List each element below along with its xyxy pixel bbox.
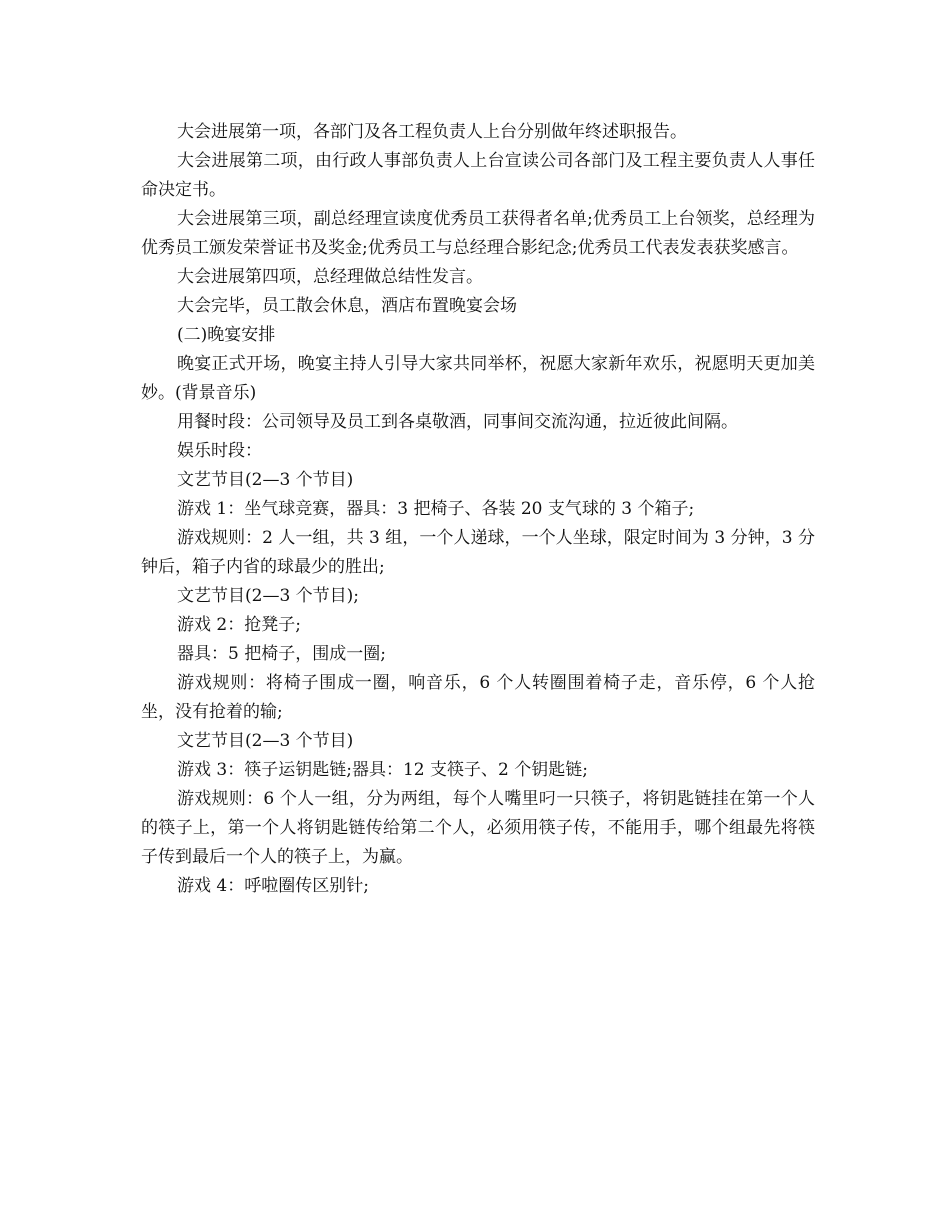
paragraph-game-1-rules: 游戏规则：2 人一组，共 3 组，一个人递球，一个人坐球，限定时间为 3 分钟，3 分钟后，箱子内省的球最少的胜出;	[141, 528, 815, 577]
paragraph-game-2-equipment: 器具：5 把椅子，围成一圈;	[177, 644, 386, 664]
paragraph-game-2: 游戏 2：抢凳子;	[177, 615, 301, 635]
paragraph-game-3: 游戏 3：筷子运钥匙链;器具：12 支筷子、2 个钥匙链;	[177, 760, 588, 780]
paragraph-meeting-item-1: 大会进展第一项，各部门及各工程负责人上台分别做年终述职报告。	[177, 122, 687, 142]
paragraph-entertainment-period: 娱乐时段：	[177, 441, 262, 461]
paragraph-game-4: 游戏 4：呼啦圈传区别针;	[177, 876, 369, 896]
paragraph-meeting-item-3: 大会进展第三项，副总经理宣读度优秀员工获得者名单;优秀员工上台领奖，总经理为优秀员工颁发荣誉证书及奖金;优秀员工与总经理合影纪念;优秀员工代表发表获奖感言。	[141, 209, 815, 258]
paragraph-performance-1: 文艺节目(2—3 个节目)	[177, 470, 354, 490]
paragraph-meeting-end: 大会完毕，员工散会休息，酒店布置晚宴会场	[177, 296, 517, 316]
paragraph-game-2-rules: 游戏规则：将椅子围成一圈，响音乐，6 个人转圈围着椅子走，音乐停，6 个人抢坐，没有抢着的输;	[141, 673, 815, 722]
paragraph-game-3-rules: 游戏规则：6 个人一组，分为两组，每个人嘴里叼一只筷子，将钥匙链挂在第一个人的筷子上，第一个人将钥匙链传给第二个人，必须用筷子传，不能用手，哪个组最先将筷子传到最后一个人的筷子上，为赢。	[141, 789, 815, 867]
paragraph-performance-3: 文艺节目(2—3 个节目)	[177, 731, 354, 751]
paragraph-meeting-item-4: 大会进展第四项，总经理做总结性发言。	[177, 267, 483, 287]
paragraph-performance-2: 文艺节目(2—3 个节目);	[177, 586, 360, 606]
paragraph-banquet-opening: 晚宴正式开场，晚宴主持人引导大家共同举杯，祝愿大家新年欢乐，祝愿明天更加美妙。(背景音乐)	[141, 354, 815, 403]
paragraph-game-1: 游戏 1：坐气球竞赛，器具：3 把椅子、各装 20 支气球的 3 个箱子;	[177, 499, 695, 519]
paragraph-meeting-item-2: 大会进展第二项，由行政人事部负责人上台宣读公司各部门及工程主要负责人人事任命决定书。	[141, 151, 815, 200]
section-heading-banquet: (二)晚宴安排	[177, 325, 276, 345]
document-body	[141, 118, 815, 901]
paragraph-dining-period: 用餐时段：公司领导及员工到各桌敬酒，同事间交流沟通，拉近彼此间隔。	[177, 412, 738, 432]
